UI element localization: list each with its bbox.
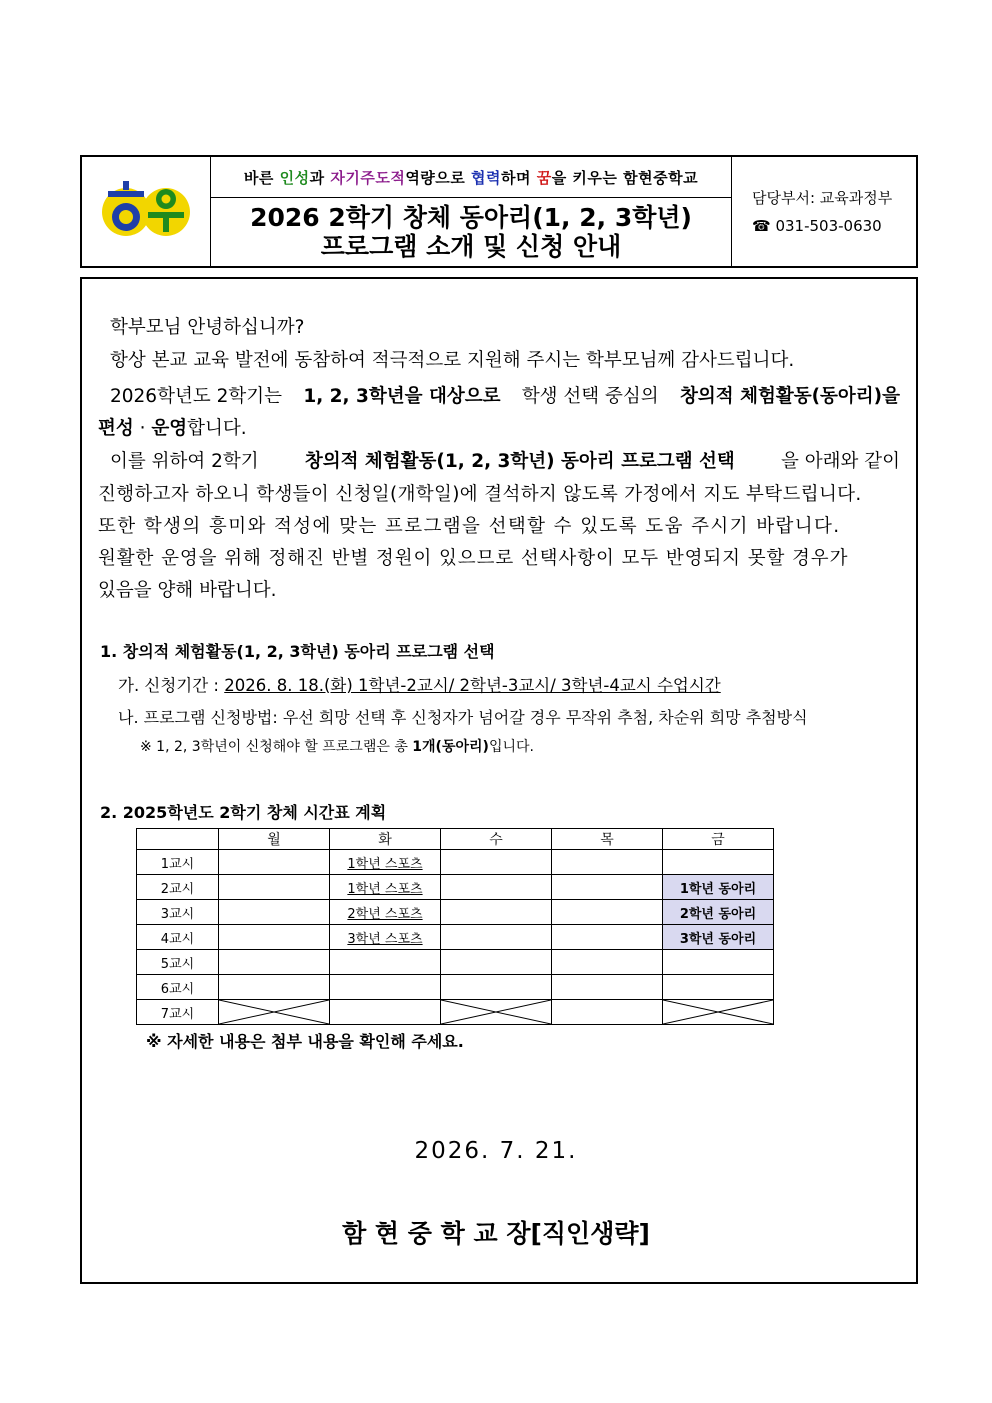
period-cell: 3교시 — [137, 900, 219, 925]
phone-line — [752, 212, 916, 240]
table-cell — [441, 875, 552, 900]
title-line-2: 프로그램 소개 및 신청 안내 — [320, 232, 622, 261]
para2-text: 2026학년도 2학기는 — [110, 386, 282, 407]
document-date: 2026. 7. 21. — [414, 1138, 578, 1164]
day-header: 목 — [552, 829, 663, 850]
phone-icon: ☎ — [752, 216, 771, 235]
period-value: 2026. 8. 18.(화) 1학년-2교시/ 2학년-3교시/ 3학년-4교시 수업시간 — [224, 676, 721, 695]
table-cell — [219, 975, 330, 1000]
motto-part: 역량으로 — [405, 168, 466, 187]
table-cell — [552, 925, 663, 950]
motto-part: 협력 — [471, 168, 501, 187]
table-cell: 3학년 스포츠 — [330, 925, 441, 950]
school-motto — [211, 157, 731, 198]
paragraph-3-line-3: 또한 학생의 흥미와 적성에 맞는 프로그램을 선택할 수 있도록 도움 주시기 바랍니다. — [98, 516, 841, 537]
period-label: 가. 신청기간 : — [118, 676, 225, 695]
table-cell — [330, 1000, 441, 1025]
table-row — [137, 850, 774, 875]
table-cell — [441, 900, 552, 925]
motto-part: 꿈 — [536, 168, 552, 187]
table-row — [137, 875, 774, 900]
section-2-title: 2. 2025학년도 2학기 창체 시간표 계획 — [100, 803, 387, 822]
period-cell: 5교시 — [137, 950, 219, 975]
period-cell: 1교시 — [137, 850, 219, 875]
para2-bold: 편성 — [98, 418, 134, 439]
timetable — [136, 828, 774, 1025]
department: 담당부서: 교육과정부 — [752, 188, 893, 207]
paragraph-3-line-2: 진행하고자 하오니 학생들이 신청일(개학일)에 결석하지 않도록 가정에서 지도 부탁드립니다. — [98, 484, 862, 505]
document-title — [211, 198, 731, 266]
club-cell: 1학년 동아리 — [663, 875, 774, 900]
table-cell — [219, 900, 330, 925]
timetable-note: ※ 자세한 내용은 첨부 내용을 확인해 주세요. — [146, 1032, 464, 1051]
motto-part: 을 키우는 함현중학교 — [551, 168, 699, 187]
school-logo — [82, 157, 211, 266]
application-period — [118, 672, 721, 696]
note-text: 입니다. — [488, 739, 534, 755]
period-cell: 2교시 — [137, 875, 219, 900]
table-row — [137, 950, 774, 975]
day-header: 화 — [330, 829, 441, 850]
paragraph-3-line-5: 있음을 양해 바랍니다. — [98, 580, 277, 601]
para3-bold: 창의적 체험활동(1, 2, 3학년) 동아리 프로그램 선택 — [304, 451, 735, 472]
crossed-out-cell — [219, 1000, 330, 1025]
para2-text: 합니다. — [187, 418, 247, 439]
greeting: 학부모님 안녕하십니까? — [110, 317, 305, 338]
contact-info — [732, 157, 916, 266]
table-row — [137, 925, 774, 950]
corner-cell — [137, 829, 219, 850]
principal-signature: 함 현 중 학 교 장[직인생략] — [342, 1219, 650, 1248]
table-cell — [441, 925, 552, 950]
table-cell — [663, 950, 774, 975]
note-bold: 1개(동아리) — [412, 739, 489, 755]
table-cell — [219, 950, 330, 975]
table-cell — [441, 950, 552, 975]
table-cell — [663, 975, 774, 1000]
para2-bold: 운영 — [151, 418, 188, 439]
paragraph-3-line-1 — [98, 447, 900, 473]
motto-part: 바른 — [243, 168, 274, 187]
table-cell — [441, 850, 552, 875]
day-header: 수 — [441, 829, 552, 850]
club-cell: 3학년 동아리 — [663, 925, 774, 950]
period-cell: 6교시 — [137, 975, 219, 1000]
phone-number: 031-503-0630 — [775, 216, 882, 235]
para2-bold: 창의적 체험활동(동아리)을 — [680, 386, 900, 407]
para1-text: 항상 본교 교육 발전에 동참하여 적극적으로 지원해 주시는 학부모님께 감사드립니다. — [110, 350, 795, 371]
motto-part: 과 — [309, 168, 325, 187]
table-cell — [663, 850, 774, 875]
program-note — [140, 736, 534, 756]
title-line-1: 2026 2학기 창체 동아리(1, 2, 3학년) — [250, 203, 692, 232]
motto-part: 인성 — [279, 168, 310, 187]
period-cell: 7교시 — [137, 1000, 219, 1025]
day-header: 금 — [663, 829, 774, 850]
school-logo-icon — [82, 157, 210, 266]
table-cell — [330, 975, 441, 1000]
club-cell: 2학년 동아리 — [663, 900, 774, 925]
para2-dot: · — [139, 418, 146, 439]
table-row — [137, 975, 774, 1000]
table-cell: 1학년 스포츠 — [330, 850, 441, 875]
table-row — [137, 1000, 774, 1025]
motto-part: 하며 — [501, 168, 531, 187]
table-row — [137, 900, 774, 925]
table-cell — [219, 850, 330, 875]
table-cell — [552, 850, 663, 875]
table-cell — [552, 875, 663, 900]
period-cell: 4교시 — [137, 925, 219, 950]
paragraph-2-line-2 — [98, 414, 247, 440]
paragraph-2-line-1 — [98, 382, 900, 408]
para3-text: 이를 위하여 2학기 — [110, 451, 259, 472]
table-cell — [330, 950, 441, 975]
section-1-title: 1. 창의적 체험활동(1, 2, 3학년) 동아리 프로그램 선택 — [100, 642, 495, 661]
table-cell — [441, 975, 552, 1000]
table-cell — [219, 925, 330, 950]
table-cell — [219, 875, 330, 900]
para3-text: 을 아래와 같이 — [781, 451, 900, 472]
table-cell — [552, 950, 663, 975]
timetable-header-row — [137, 829, 774, 850]
para2-text: 학생 선택 중심의 — [521, 386, 659, 407]
paragraph-3-line-4: 원활한 운영을 위해 정해진 반별 정원이 있으므로 선택사항이 모두 반영되지 못할 경우가 — [98, 548, 849, 569]
table-cell: 1학년 스포츠 — [330, 875, 441, 900]
header-center — [211, 157, 732, 266]
application-method: 나. 프로그램 신청방법: 우선 희망 선택 후 신청자가 넘어갈 경우 무작위 추첨, 차순위 희망 추첨방식 — [118, 708, 808, 727]
table-cell — [552, 975, 663, 1000]
crossed-out-cell — [441, 1000, 552, 1025]
note-text: ※ 1, 2, 3학년이 신청해야 할 프로그램은 총 — [140, 739, 413, 755]
crossed-out-cell — [663, 1000, 774, 1025]
paragraph-1 — [98, 346, 900, 372]
table-cell — [552, 1000, 663, 1025]
table-cell — [552, 900, 663, 925]
motto-part: 자기주도적 — [330, 168, 406, 187]
table-cell: 2학년 스포츠 — [330, 900, 441, 925]
header-box — [80, 155, 918, 268]
para2-bold: 1, 2, 3학년을 대상으로 — [303, 386, 501, 407]
day-header: 월 — [219, 829, 330, 850]
